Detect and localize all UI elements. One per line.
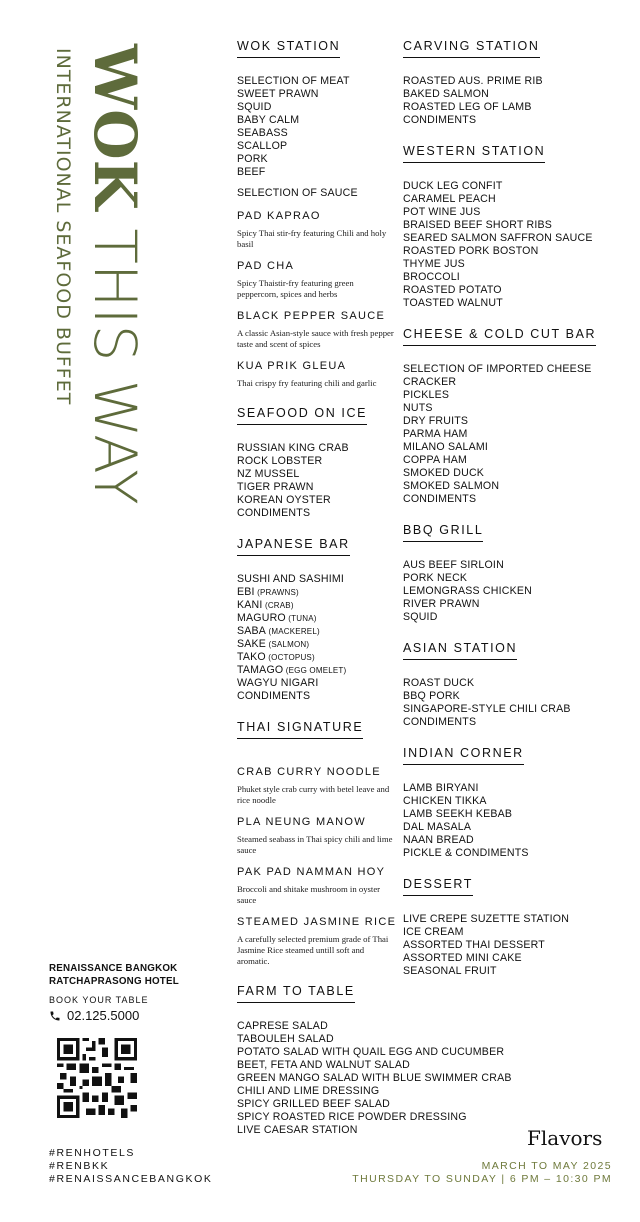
menu-item: BRAISED BEEF SHORT RIBS (403, 219, 553, 231)
sauce-heading: SELECTION OF SAUCE (237, 187, 358, 199)
farm-items (237, 1020, 537, 1137)
menu-item: DRY FRUITS (403, 415, 469, 427)
menu-item: SAKE (SALMON) (237, 638, 310, 650)
flavors-logo: Flavors (527, 1126, 603, 1150)
section-indian (403, 743, 633, 860)
menu-item: PARMA HAM (403, 428, 468, 440)
seafood-items (237, 442, 397, 520)
menu-item: RUSSIAN KING CRAB (237, 442, 349, 454)
menu-item: DAL MASALA (403, 821, 472, 833)
section-carving (403, 36, 633, 127)
menu-item: WAGYU NIGARI (237, 677, 319, 689)
menu-item: SMOKED DUCK (403, 467, 485, 479)
dish-name: PAD KAPRAO (237, 210, 321, 222)
menu-item: SQUID (403, 611, 438, 623)
menu-item: ROASTED POTATO (403, 284, 502, 296)
menu-item: SEABASS (237, 127, 288, 139)
asian-items (403, 677, 633, 729)
menu-item: TAMAGO (EGG OMELET) (237, 664, 347, 676)
menu-item: ASSORTED THAI DESSERT (403, 939, 545, 951)
menu-item: TIGER PRAWN (237, 481, 314, 493)
date-range: MARCH TO MAY 2025 (481, 1160, 612, 1172)
dish-name: PAK PAD NAMMAN HOY (237, 866, 386, 878)
menu-item: KOREAN OYSTER (237, 494, 331, 506)
menu-item: PORK (237, 153, 268, 165)
dish-description: Thai crispy fry featuring chili and garlic (237, 378, 377, 388)
hotel-line2: RATCHAPRASONG HOTEL (49, 976, 179, 987)
phone-text: 02.125.5000 (67, 1008, 140, 1023)
menu-item: BEET, FETA AND WALNUT SALAD (237, 1059, 410, 1071)
menu-item: SELECTION OF IMPORTED CHEESE (403, 363, 592, 375)
menu-item: KANI (CRAB) (237, 599, 294, 611)
menu-item: TABOULEH SALAD (237, 1033, 334, 1045)
menu-item: MILANO SALAMI (403, 441, 489, 453)
menu-item: BBQ PORK (403, 690, 460, 702)
menu-item: ASSORTED MINI CAKE (403, 952, 522, 964)
thai-dishes (237, 766, 397, 967)
section-thai (237, 717, 397, 967)
menu-item: SINGAPORE-STYLE CHILI CRAB (403, 703, 571, 715)
dish-description: Phuket style crab curry with betel leave and rice noodle (237, 784, 390, 805)
menu-item: ROASTED AUS. PRIME RIB (403, 75, 543, 87)
menu-item: CHILI AND LIME DRESSING (237, 1085, 380, 1097)
hashtag: #RENAISSANCEBANGKOK (49, 1173, 213, 1185)
promo-dates (352, 1160, 612, 1186)
section-asian (403, 638, 633, 729)
menu-item: PICKLE & CONDIMENTS (403, 847, 529, 859)
bbq-items (403, 559, 633, 624)
section-heading: SEAFOOD ON ICE (237, 407, 367, 425)
dish-name: STEAMED JASMINE RICE (237, 916, 397, 928)
dish-description: Broccoli and shitake mushroom in oyster sauce (237, 884, 381, 905)
menu-item: ROASTED PORK BOSTON (403, 245, 539, 257)
section-bbq (403, 520, 633, 624)
dish-description: Steamed seabass in Thai spicy chili and lime sauce (237, 834, 393, 855)
menu-item: SWEET PRAWN (237, 88, 319, 100)
section-heading: INDIAN CORNER (403, 747, 524, 765)
menu-item: PORK NECK (403, 572, 468, 584)
hashtag: #RENHOTELS (49, 1147, 136, 1159)
menu-item: SQUID (237, 101, 272, 113)
dish-name: BLACK PEPPER SAUCE (237, 310, 386, 322)
menu-item: CONDIMENTS (237, 507, 311, 519)
menu-item-note: (MACKEREL) (266, 627, 320, 636)
japanese-items (237, 573, 397, 703)
wok-items (237, 75, 397, 179)
menu-item: LAMB BIRYANI (403, 782, 479, 794)
section-heading: THAI SIGNATURE (237, 721, 363, 739)
dish-description: A carefully selected premium grade of Thai Jasmine Rice steamed untill soft and aromatic. (237, 934, 389, 966)
western-items (403, 180, 633, 310)
menu-item: SEASONAL FRUIT (403, 965, 497, 977)
wok-sauces (237, 210, 397, 389)
menu-item: SEARED SALMON SAFFRON SAUCE (403, 232, 593, 244)
section-heading: BBQ GRILL (403, 524, 483, 542)
section-cheese (403, 324, 633, 506)
hotel-line1: RENAISSANCE BANGKOK (49, 963, 178, 974)
menu-item: LAMB SEEKH KEBAB (403, 808, 513, 820)
section-japanese (237, 534, 397, 703)
menu-item: BAKED SALMON (403, 88, 489, 100)
title-main (81, 44, 149, 505)
menu-item: COPPA HAM (403, 454, 468, 466)
menu-item: POT WINE JUS (403, 206, 481, 218)
date-days-hours: THURSDAY TO SUNDAY | 6 PM – 10:30 PM (352, 1173, 612, 1185)
section-heading: WOK STATION (237, 40, 340, 58)
menu-item: SPICY ROASTED RICE POWDER DRESSING (237, 1111, 467, 1123)
menu-item: EBI (PRAWNS) (237, 586, 299, 598)
dish-description: Spicy Thaistir-fry featuring green peppercorn, spices and herbs (237, 278, 354, 299)
menu-item: GREEN MANGO SALAD WITH BLUE SWIMMER CRAB (237, 1072, 512, 1084)
phone-icon (49, 1010, 61, 1022)
menu-item-note: (TUNA) (285, 614, 317, 623)
section-heading: ASIAN STATION (403, 642, 517, 660)
menu-item: DUCK LEG CONFIT (403, 180, 503, 192)
cheese-items (403, 363, 633, 506)
section-heading: JAPANESE BAR (237, 538, 350, 556)
section-heading: CHEESE & COLD CUT BAR (403, 328, 596, 346)
menu-item: RIVER PRAWN (403, 598, 480, 610)
menu-item: PICKLES (403, 389, 450, 401)
dish-description: Spicy Thai stir-fry featuring Chili and holy basil (237, 228, 387, 249)
section-wok (237, 36, 397, 389)
menu-item: ROAST DUCK (403, 677, 475, 689)
menu-item: CARAMEL PEACH (403, 193, 496, 205)
book-label: BOOK YOUR TABLE (49, 995, 149, 1005)
menu-item: BEEF (237, 166, 266, 178)
menu-item: BABY CALM (237, 114, 300, 126)
menu-item: ICE CREAM (403, 926, 464, 938)
menu-item: SUSHI AND SASHIMI (237, 573, 345, 585)
menu-item: ROASTED LEG OF LAMB (403, 101, 532, 113)
section-farm (237, 981, 537, 1137)
section-heading: WESTERN STATION (403, 145, 545, 163)
dish-description: A classic Asian-style sauce with fresh pepper taste and scent of spices (237, 328, 394, 349)
menu-item: CONDIMENTS (403, 493, 477, 505)
section-seafood (237, 403, 397, 520)
menu-item: TAKO (OCTOPUS) (237, 651, 315, 663)
dish-name: PLA NEUNG MANOW (237, 816, 366, 828)
menu-item: TOASTED WALNUT (403, 297, 503, 309)
title-subtitle: INTERNATIONAL SEAFOOD BUFFET (52, 48, 74, 406)
menu-item: NUTS (403, 402, 433, 414)
menu-item-note: (EGG OMELET) (283, 666, 347, 675)
menu-item: CHICKEN TIKKA (403, 795, 487, 807)
menu-item: NZ MUSSEL (237, 468, 300, 480)
menu-item-note: (SALMON) (266, 640, 310, 649)
section-heading: FARM TO TABLE (237, 985, 355, 1003)
menu-item: SMOKED SALMON (403, 480, 500, 492)
carving-items (403, 75, 633, 127)
section-heading: CARVING STATION (403, 40, 540, 58)
menu-item: CONDIMENTS (237, 690, 311, 702)
hashtags (49, 1147, 212, 1186)
vertical-title (48, 44, 149, 505)
menu-item: SCALLOP (237, 140, 288, 152)
menu-item: THYME JUS (403, 258, 465, 270)
menu-item: SELECTION OF MEAT (237, 75, 350, 87)
hotel-name (49, 962, 179, 988)
phone-number[interactable] (49, 1008, 139, 1023)
menu-item: CAPRESE SALAD (237, 1020, 328, 1032)
menu-column-right (403, 36, 633, 992)
menu-item: SPICY GRILLED BEEF SALAD (237, 1098, 390, 1110)
menu-item: POTATO SALAD WITH QUAIL EGG AND CUCUMBER (237, 1046, 505, 1058)
menu-item: CRACKER (403, 376, 457, 388)
hashtag: #RENBKK (49, 1160, 110, 1172)
section-western (403, 141, 633, 310)
menu-item: NAAN BREAD (403, 834, 474, 846)
menu-item: LEMONGRASS CHICKEN (403, 585, 532, 597)
dish-name: CRAB CURRY NOODLE (237, 766, 381, 778)
menu-item: CONDIMENTS (403, 114, 477, 126)
section-heading: DESSERT (403, 878, 473, 896)
menu-item: ROCK LOBSTER (237, 455, 323, 467)
menu-item: AUS BEEF SIRLOIN (403, 559, 504, 571)
menu-item: CONDIMENTS (403, 716, 477, 728)
menu-item-note: (CRAB) (262, 601, 294, 610)
menu-item: MAGURO (TUNA) (237, 612, 317, 624)
qr-code[interactable] (57, 1038, 137, 1118)
menu-item: LIVE CREPE SUZETTE STATION (403, 913, 570, 925)
dessert-items (403, 913, 633, 978)
menu-item-note: (PRAWNS) (254, 588, 299, 597)
title-light: THIS WAY (81, 228, 149, 505)
menu-item: SABA (MACKEREL) (237, 625, 320, 637)
indian-items (403, 782, 633, 860)
title-bold: WOK (81, 44, 149, 211)
menu-item: BROCCOLI (403, 271, 460, 283)
menu-item: LIVE CAESAR STATION (237, 1124, 358, 1136)
dish-name: KUA PRIK GLEUA (237, 360, 347, 372)
section-dessert (403, 874, 633, 978)
menu-item-note: (OCTOPUS) (265, 653, 315, 662)
dish-name: PAD CHA (237, 260, 295, 272)
